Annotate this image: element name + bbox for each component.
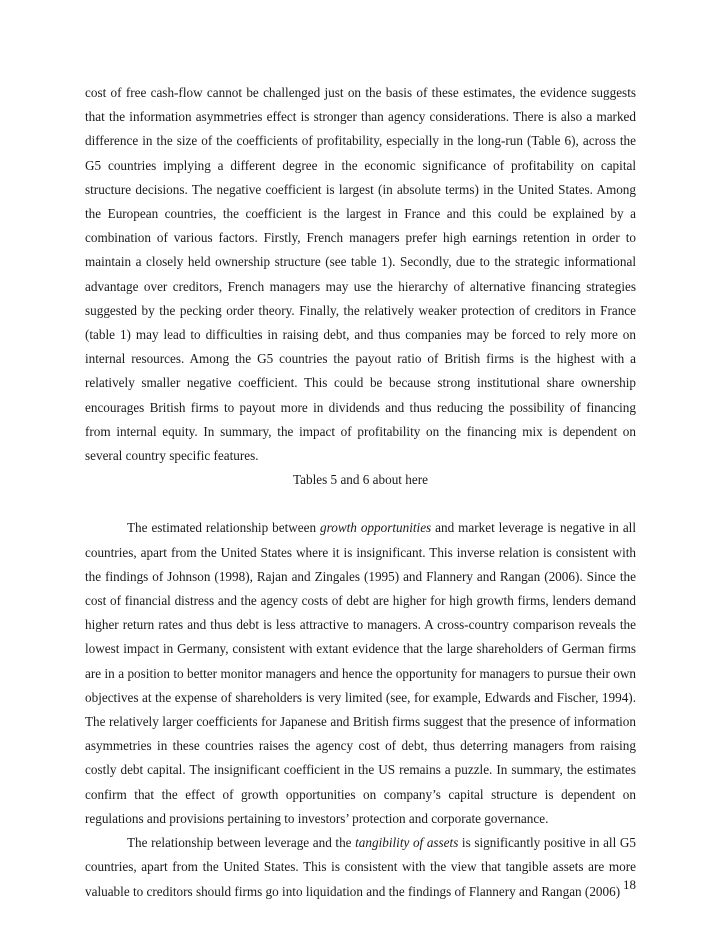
paragraph-growth-opportunities <box>85 516 636 831</box>
document-body <box>85 81 636 904</box>
emphasis-growth-opportunities: growth opportunities <box>320 520 432 536</box>
page-number: 18 <box>623 877 636 892</box>
emphasis-tangibility-of-assets: tangibility of assets <box>355 835 459 851</box>
paragraph-rest: and market leverage is negative in all countries, apart from the United States where it is insignificant. This inverse relation is consistent with the findings of Johnson (1998), Rajan and Zingales (1995) and Flannery and Rangan (2006). Since the cost of financial distress and the agency costs of debt are higher for high growth firms, lenders demand higher return rates and thus debt is less attractive to managers. A cross-country comparison reveals the lowest impact in Germany, consistent with extant evidence that the large shareholders of German firms are in a position to better monitor managers and hence the opportunity for managers to pursue their own objectives at the expense of shareholders is very limited (see, for example, Edwards and Fischer, 1994). The relatively larger coefficients for Japanese and British firms suggest that the presence of information asymmetries in these countries raises the agency cost of debt, thus deterring managers from raising costly debt capital. The insignificant coefficient in the US remains a puzzle. In summary, the estimates confirm that the effect of growth opportunities on company’s capital structure is dependent on regulations and provisions pertaining to investors’ protection and corporate governance. <box>85 520 636 826</box>
paragraph-tangibility <box>85 831 636 904</box>
tables-placement-note: Tables 5 and 6 about here <box>293 472 428 488</box>
paragraph-rest: is significantly positive in all G5 countries, apart from the United States. This is consistent with the view that tangible assets are more valuable to creditors should firms go into liquidation and the findings of Flannery and Rangan (2006) <box>85 835 636 899</box>
paragraph-lead: The estimated relationship between <box>127 520 321 536</box>
paragraph-profitability: cost of free cash-flow cannot be challenged just on the basis of these estimates, the evidence suggests that the information asymmetries effect is stronger than agency considerations. There is also a marked difference in the size of the coefficients of profitability, especially in the long-run (Table 6), across the G5 countries implying a different degree in the economic significance of profitability on capital structure decisions. The negative coefficient is largest (in absolute terms) in the United States. Among the European countries, the coefficient is the largest in France and this could be explained by a combination of various factors. Firstly, French managers prefer high earnings retention in order to maintain a closely held ownership structure (see table 1). Secondly, due to the strategic informational advantage over creditors, French managers may use the hierarchy of alternative financing strategies suggested by the pecking order theory. Finally, the relatively weaker protection of creditors in France (table 1) may lead to difficulties in raising debt, and thus companies may be forced to rely more on internal resources. Among the G5 countries the payout ratio of British firms is the highest with a relatively smaller negative coefficient. This could be because strong institutional share ownership encourages British firms to payout more in dividends and thus reducing the possibility of financing from internal equity. In summary, the impact of profitability on the financing mix is dependent on several country specific features. <box>85 85 636 464</box>
paragraph-lead: The relationship between leverage and the <box>127 835 356 851</box>
paragraph-gap <box>85 492 636 516</box>
